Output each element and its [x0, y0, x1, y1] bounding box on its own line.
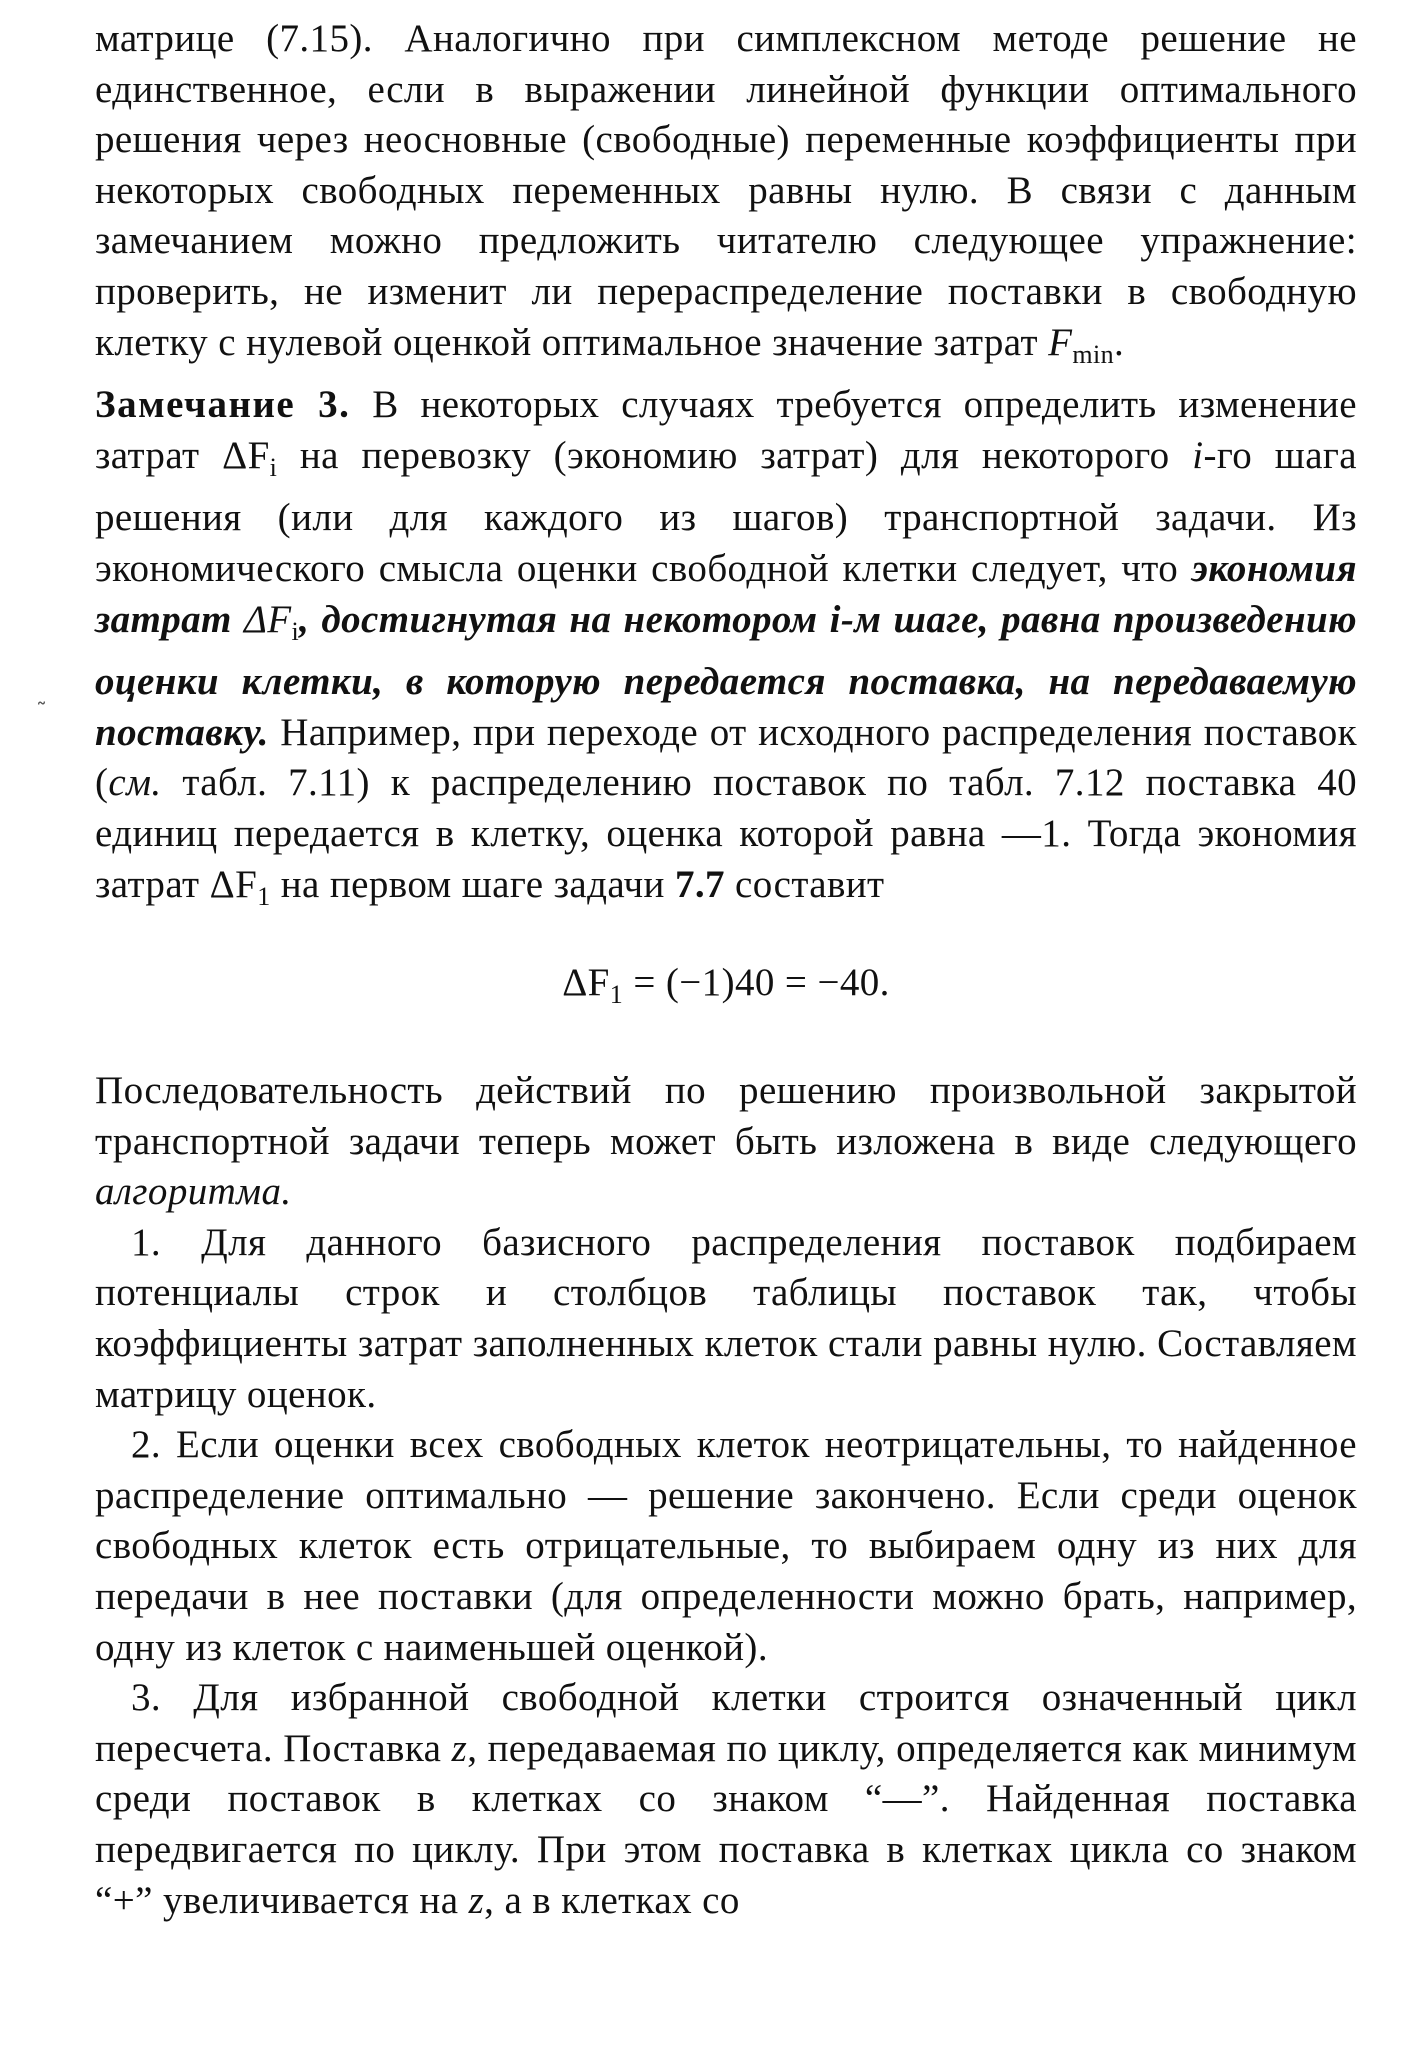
subscript-i: i	[291, 616, 300, 646]
algorithm-step-1: 1. Для данного базисного распределения поставок подбираем потенциалы строк и столбцов таблицы поставок так, чтобы коэффициенты затрат заполненных клеток стали равны нулю. Составляем матрицу оценок.	[95, 1220, 1357, 1416]
paragraph-text: В некоторых случаях требуется определить изменение затрат	[95, 383, 1357, 477]
formula-subscript: 1	[609, 980, 624, 1010]
paragraph-text: на перевозку (экономию затрат) для некоторого	[277, 433, 1193, 477]
delta-f-italic	[243, 597, 300, 646]
delta-f1	[209, 862, 271, 911]
algorithm-step-2: 2. Если оценки всех свободных клеток неотрицательны, то найденное распределение оптимально — решение закончено. Если среди оценок свободных клеток есть отрицательные, то выбираем одну из них для передачи в нее поставки (для определенности можно брать, например, одну из клеток с наименьшей оценкой).	[95, 1423, 1357, 1669]
scan-mark: ˜	[36, 700, 47, 725]
algorithm-step-3	[95, 1673, 1357, 1926]
variable-f: F	[1048, 320, 1073, 364]
subscript-1: 1	[257, 881, 271, 911]
paragraph-text: табл. 7.11) к распределению поставок по табл. 7.12 поставка 40 единиц передается в клетку, оценка которой равна —1. Тогда экономия затрат	[95, 761, 1357, 906]
delta-f	[222, 433, 278, 482]
paragraph-text: составит	[724, 862, 885, 906]
paragraph-text: -го шага решения (или для каждого из шагов) транспортной задачи. Из экономического смысла оценки свободной клетки следует, что	[95, 433, 1358, 590]
subscript-i: i	[269, 452, 278, 482]
paragraph-text: Последовательность действий по решению произвольной закрытой транспортной задачи теперь может быть изложена в виде следующего	[95, 1069, 1357, 1163]
paragraph-text: , а в клетках со	[484, 1878, 740, 1922]
document-page	[95, 14, 1357, 1926]
variable-z: z	[451, 1726, 468, 1770]
variable-i: i	[1192, 433, 1204, 477]
see-reference: см.	[108, 761, 162, 805]
delta-symbol: ΔF	[209, 862, 258, 906]
variable-z: z	[468, 1878, 485, 1922]
sentence-end: .	[1113, 320, 1125, 364]
paragraph-remark-3	[95, 380, 1357, 922]
task-number: 7.7	[674, 862, 725, 906]
remark-heading: Замечание 3.	[95, 383, 351, 427]
paragraph-text: 3. Для избранной свободной клетки строится означенный цикл пересчета. Поставка	[95, 1676, 1357, 1770]
paragraph-text: на первом шаге задачи	[270, 862, 675, 906]
formula-rhs: = (−1)40 = −40.	[623, 961, 890, 1005]
paragraph-text: Например, при переходе от исходного распределения поставок (	[95, 710, 1357, 805]
paragraph-simplex-remark	[95, 14, 1357, 380]
formula-lhs: ΔF	[562, 961, 610, 1005]
paragraph-algorithm-intro	[95, 1066, 1357, 1218]
delta-symbol: ΔF	[243, 597, 292, 641]
formula-delta-f1	[95, 958, 1357, 1020]
emphasis-text: , достигнутая на некотором i-м шаге, равна произведению оценки клетки, в которую передается поставка, на передаваемую поставку.	[95, 597, 1358, 754]
paragraph-text: матрице (7.15). Аналогично при симплексном методе решение не единственное, если в выражении линейной функции оптимального решения через неосновные (свободные) переменные коэффициенты при некоторых свободных переменных равны нулю. В связи с данным замечанием можно предложить читателю следующее упражнение: проверить, не изменит ли перераспределение поставки в свободную клетку с нулевой оценкой оптимальное значение затрат	[95, 17, 1357, 364]
delta-symbol: ΔF	[222, 433, 270, 477]
subscript-min: min	[1072, 339, 1114, 369]
emphasis-text: экономия затрат	[95, 546, 1357, 641]
algorithm-word: алгоритма.	[95, 1170, 292, 1214]
paragraph-text: , передаваемая по циклу, определяется как минимум среди поставок в клетках со знаком “—”. Найденная поставка передвигается по циклу. При этом поставка в клетках цикла со знаком “+” увеличивается на	[95, 1726, 1357, 1922]
